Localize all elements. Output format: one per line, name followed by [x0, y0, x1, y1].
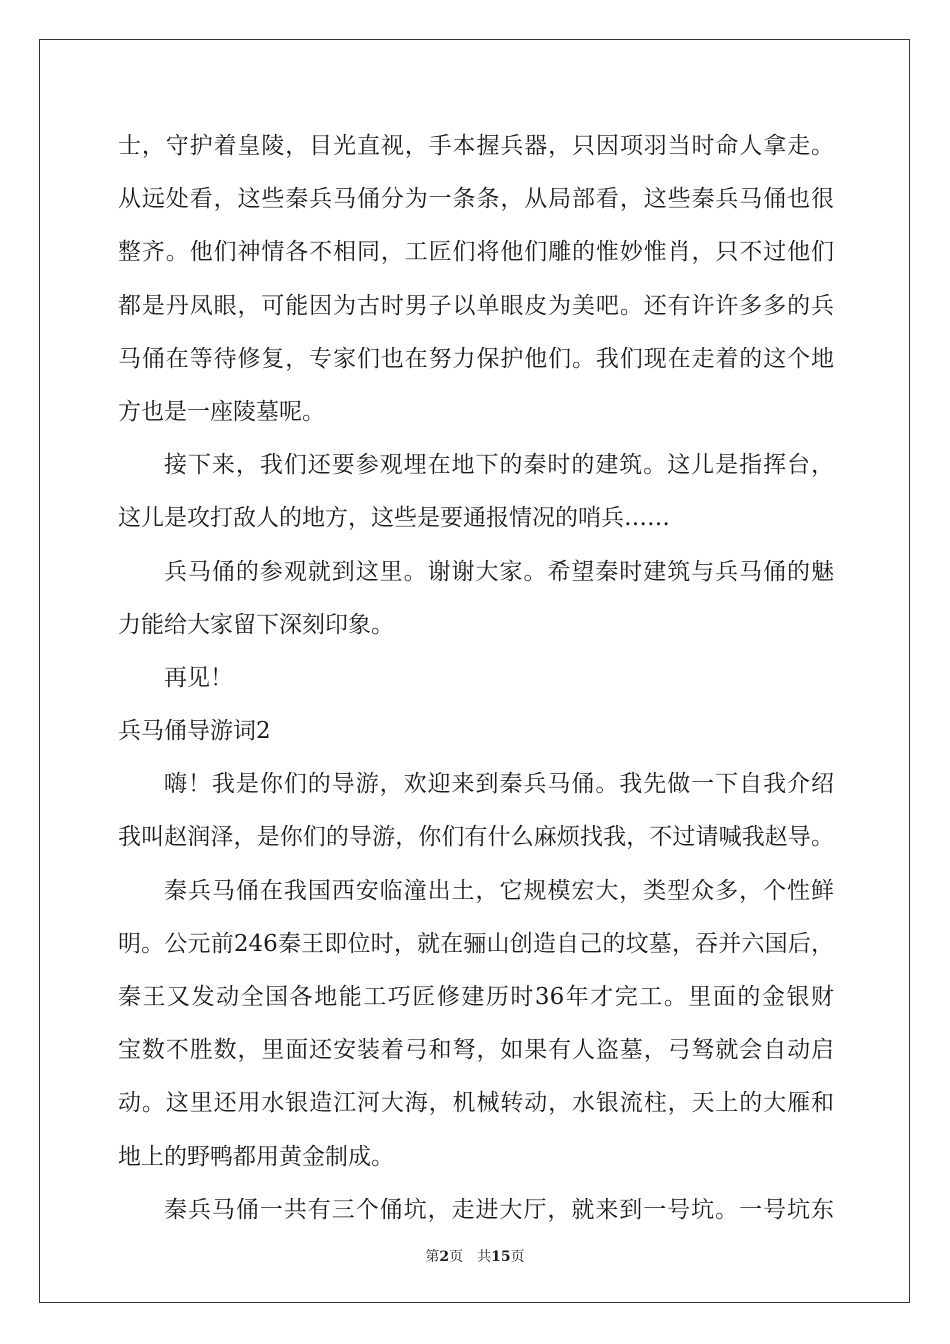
text-line: 力能给大家留下深刻印象。: [118, 611, 394, 638]
text-line: 兵马俑的参观就到这里。谢谢大家。希望秦时建筑与兵马俑的魅: [164, 558, 834, 585]
text-line: 从远处看，这些秦兵马俑分为一条条，从局部看，这些秦兵马俑也很: [118, 186, 834, 213]
text-line: 我叫赵润泽，是你们的导游，你们有什么麻烦找我，不过请喊我赵导。: [118, 824, 834, 851]
text-line: 地上的野鸭都用黄金制成。: [118, 1143, 394, 1170]
document-body: [118, 122, 834, 1239]
section-heading: 兵马俑导游词2: [118, 718, 271, 745]
text-line: 动。这里还用水银造江河大海，机械转动，水银流柱，天上的大雁和: [118, 1090, 834, 1117]
text-line: 方也是一座陵墓呢。: [118, 398, 325, 425]
text-line: 都是丹凤眼，可能因为古时男子以单眼皮为美吧。还有许许多多的兵: [118, 292, 834, 319]
total-pages-number: 15: [491, 1249, 511, 1265]
text-line: 秦兵马俑在我国西安临潼出土，它规模宏大，类型众多，个性鲜: [164, 877, 834, 904]
footer-prefix: 第: [425, 1249, 440, 1265]
text-line: 接下来，我们还要参观埋在地下的秦时的建筑。这儿是指挥台，: [164, 452, 834, 479]
current-page-number: 2: [439, 1249, 450, 1265]
footer-middle: 页 共: [449, 1249, 492, 1265]
text-line: 明。公元前246秦王即位时，就在骊山创造自己的坟墓，吞并六国后，: [118, 930, 834, 957]
page-footer: [0, 1246, 950, 1266]
text-line: 整齐。他们神情各不相同，工匠们将他们雕的惟妙惟肖，只不过他们: [118, 239, 834, 266]
text-line: 秦王又发动全国各地能工巧匠修建历时36年才完工。里面的金银财: [118, 984, 834, 1010]
text-line: 嗨！我是你们的导游，欢迎来到秦兵马俑。我先做一下自我介绍: [164, 771, 834, 798]
text-line: 这儿是攻打敌人的地方，这些是要通报情况的哨兵……: [118, 505, 670, 532]
text-line: 再见！: [164, 664, 233, 691]
text-line: 马俑在等待修复，专家们也在努力保护他们。我们现在走着的这个地: [118, 345, 834, 372]
text-line: 士，守护着皇陵，目光直视，手本握兵器，只因项羽当时命人拿走。: [118, 133, 834, 159]
text-line: 宝数不胜数，里面还安装着弓和弩，如果有人盗墓，弓驽就会自动启: [118, 1037, 834, 1064]
footer-suffix: 页: [510, 1249, 525, 1265]
text-line: 秦兵马俑一共有三个俑坑，走进大厅，就来到一号坑。一号坑东: [164, 1196, 834, 1223]
